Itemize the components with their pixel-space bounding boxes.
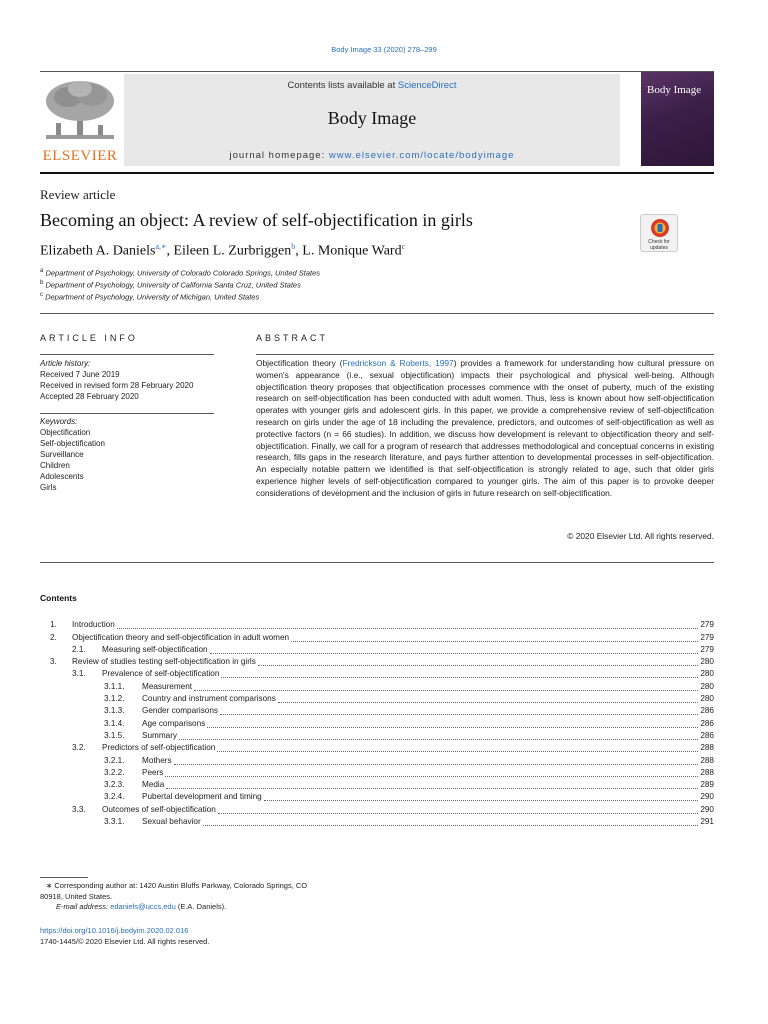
toc-entry-number: 3.1.2. [104,694,125,704]
article-title: Becoming an object: A review of self-objectification in girls [40,210,473,230]
article-info-heading: ARTICLE INFO [40,333,138,343]
toc-entry[interactable] [40,666,714,678]
toc-entry-number: 3.1.5. [104,730,125,740]
toc-entry-page: 280 [700,657,714,667]
toc-entry-page: 289 [700,780,714,790]
check-for-updates-badge[interactable] [640,214,678,252]
toc-entry-title[interactable]: Peers [142,767,164,777]
received-date: Received 7 June 2019 [40,370,120,379]
history-label: Article history: [40,359,91,368]
journal-header-box [124,74,620,166]
toc-entry-page: 279 [700,644,714,654]
toc-leader-dots [291,634,698,642]
toc-entry-number: 2. [50,632,57,642]
toc-entry-page: 279 [700,632,714,642]
toc-entry[interactable] [40,752,714,764]
journal-name: Body Image [327,108,417,128]
accepted-date: Accepted 28 February 2020 [40,392,139,401]
keyword: Surveillance [40,450,84,459]
toc-leader-dots [278,695,699,703]
cover-title: Body Image [647,84,702,96]
toc-leader-dots [221,670,698,678]
keyword: Girls [40,483,57,492]
sciencedirect-link[interactable]: ScienceDirect [397,80,457,91]
toc-entry-title[interactable]: Country and instrument comparisons [142,694,276,704]
author-name[interactable]: Eileen L. Zurbriggen [173,243,292,259]
author-name[interactable]: L. Monique Ward [302,243,402,259]
keyword: Children [40,461,70,470]
keyword: Adolescents [40,472,84,481]
toc-entry-number: 3.3. [72,804,86,814]
doi-link[interactable]: https://doi.org/10.1016/j.bodyim.2020.02.016 [40,926,189,935]
toc-entry-number: 3.1. [72,669,86,679]
toc-leader-dots [179,732,698,740]
toc-leader-dots [165,769,698,777]
homepage-link[interactable]: www.elsevier.com/locate/bodyimage [328,150,515,161]
abstract-bottom-rule [40,562,714,563]
toc-leader-dots [166,781,698,789]
header-bottom-rule [40,172,714,174]
table-of-contents [40,617,714,826]
toc-leader-dots [217,744,698,752]
toc-entry-page: 290 [700,804,714,814]
toc-entry-page: 280 [700,694,714,704]
email-link[interactable]: edaniels@uccs.edu [110,902,176,911]
toc-leader-dots [258,658,698,666]
keywords-block [40,416,105,493]
toc-entry-page: 280 [700,681,714,691]
revised-date: Received in revised form 28 February 2020 [40,381,194,390]
toc-leader-dots [264,793,699,801]
toc-entry-title[interactable]: Summary [142,730,178,740]
toc-leader-dots [174,757,699,765]
toc-leader-dots [203,818,699,826]
author-name[interactable]: Elizabeth A. Daniels [40,243,156,259]
toc-entry[interactable] [40,765,714,777]
toc-entry[interactable] [40,777,714,789]
toc-entry-title[interactable]: Measurement [142,681,193,691]
toc-entry[interactable] [40,678,714,690]
toc-entry-title[interactable]: Media [142,780,165,790]
elsevier-tree-icon [40,79,120,145]
toc-entry[interactable] [40,801,714,813]
toc-entry-page: 280 [700,669,714,679]
toc-entry-number: 2.1. [72,644,86,654]
contents-heading: Contents [40,593,77,603]
toc-entry-number: 3.2.2. [104,767,125,777]
issn-copyright: 1740-1445/© 2020 Elsevier Ltd. All rights reserved. [40,936,210,946]
toc-entry[interactable] [40,703,714,715]
toc-entry[interactable] [40,617,714,629]
keyword: Self-objectification [40,439,105,448]
toc-entry-number: 3.1.4. [104,718,125,728]
journal-citation[interactable]: Body Image 33 (2020) 278–299 [331,45,437,54]
toc-entry-page: 291 [700,817,714,827]
toc-entry-number: 3.1.3. [104,706,125,716]
toc-entry-number: 3.2. [72,743,86,753]
toc-leader-dots [207,720,698,728]
elsevier-logo [40,79,120,165]
toc-entry[interactable] [40,740,714,752]
keywords-label: Keywords: [40,417,78,426]
toc-entry-number: 1. [50,620,57,630]
crossmark-label: Check for updates [648,239,670,251]
toc-entry-title[interactable]: Predictors of self-objectification [102,743,216,753]
header-top-rule [40,71,714,72]
toc-entry-title[interactable]: Prevalence of self-objectification [102,669,220,679]
toc-entry[interactable] [40,728,714,740]
toc-entry[interactable] [40,642,714,654]
abstract-heading: ABSTRACT [256,333,329,343]
toc-entry-title[interactable]: Gender comparisons [142,706,218,716]
abstract-rule [256,354,714,355]
toc-leader-dots [210,646,699,654]
toc-entry-title[interactable]: Sexual behavior [142,817,201,827]
keywords-rule [40,413,214,414]
journal-cover-thumbnail[interactable] [641,72,714,166]
contents-available: Contents lists available at ScienceDirect [287,80,457,91]
toc-entry-title[interactable]: Outcomes of self-objectification [102,804,216,814]
toc-entry-page: 288 [700,743,714,753]
toc-entry[interactable] [40,629,714,641]
toc-entry-page: 290 [700,792,714,802]
toc-leader-dots [117,621,699,629]
affiliation: $^a$ Department of Psychology, University of Colorado Colorado Springs, United States [40,268,321,278]
toc-entry-title[interactable]: Objectification theory and self-objectification in adult women [72,632,290,642]
toc-entry-page: 286 [700,706,714,716]
article-info-rule [40,354,214,355]
keyword: Objectification [40,428,91,437]
article-history [40,358,193,402]
toc-entry-page: 279 [700,620,714,630]
toc-entry-number: 3.3.1. [104,817,125,827]
author-list: Elizabeth A. Daniels$^{a,∗}$, Eileen L. Zurbriggen$^b$, L. Monique Ward$^c$ [40,242,406,259]
doi-block [40,926,209,947]
author-sup[interactable]: a,∗ [155,242,167,251]
elsevier-wordmark: ELSEVIER [42,148,118,164]
abstract-copyright: © 2020 Elsevier Ltd. All rights reserved. [567,531,714,541]
abstract-text: Objectification theory (Fredrickson & Roberts, 1997) provides a framework for understanding how cultural pressure on women's appearance (i.e., sexual objectification) impacts their psychological and physical well-being. Although objectification theory proposes that objectification processes commence with the onset of puberty, much of the existing research on self-objectification has been conducted with adult women. Thus, less is known about how self-objectification operates with younger girls and adolescent girls. In this paper, we provide a comprehensive review of self-objectification research on girls under the age of 18 including the prevalence, predictors, and outcomes of self-objectification as well as protective factors (n = 66 studies). In addition, we discuss how development is relevant to objectification theory and self-objectification. Finally, we call for a program of research that addresses methodological and conceptual concerns in existing research, fills gaps in the research literature, and pays further attention to developmental processes in self-objectification. An especially notable pattern we identified is that self-objectification is strongly related to age, such that older girls experience higher levels of self-objectification compared to younger girls. The aim of this paper is to provoke deeper considerations of development and the inclusion of girls in future research on self-objectification. [256,358,714,498]
toc-entry-title[interactable]: Measuring self-objectification [102,644,208,654]
journal-homepage: journal homepage: www.elsevier.com/locate/bodyimage [229,150,515,161]
toc-entry-number: 3.2.1. [104,755,125,765]
toc-entry-title[interactable]: Review of studies testing self-objectification in girls [72,657,256,667]
toc-entry[interactable] [40,654,714,666]
citation-link[interactable]: Fredrickson & Roberts, 1997 [342,358,454,368]
affiliation: $^c$ Department of Psychology, University of Michigan, United States [40,292,260,302]
footnote-rule [40,877,88,878]
toc-entry-page: 288 [700,755,714,765]
toc-entry-title[interactable]: Age comparisons [142,718,206,728]
toc-leader-dots [194,683,698,691]
toc-entry-number: 3.1.1. [104,681,125,691]
toc-entry-title[interactable]: Mothers [142,755,172,765]
article-type: Review article [40,187,116,202]
section-rule [40,313,714,314]
toc-leader-dots [220,707,698,715]
affiliation: $^b$ Department of Psychology, University of California Santa Cruz, United States [40,280,301,290]
toc-entry-title[interactable]: Introduction [72,620,115,630]
toc-entry-number: 3. [50,657,57,667]
toc-entry[interactable] [40,789,714,801]
toc-entry-page: 286 [700,730,714,740]
author-sup[interactable]: c [401,242,406,251]
toc-entry-page: 286 [700,718,714,728]
toc-entry[interactable] [40,691,714,703]
toc-entry-number: 3.2.4. [104,792,125,802]
toc-entry-page: 288 [700,767,714,777]
toc-entry[interactable] [40,814,714,826]
toc-entry[interactable] [40,715,714,727]
corresponding-author-note: ∗ Corresponding author at: 1420 Austin Bluffs Parkway, Colorado Springs, CO 80918, United States. E-mail address: edaniels@uccs.edu (E.A. Daniels). [40,881,308,911]
toc-entry-title[interactable]: Pubertal development and timing [142,792,262,802]
author-sup[interactable]: b [291,242,296,251]
toc-entry-number: 3.2.3. [104,780,125,790]
toc-leader-dots [218,806,699,814]
